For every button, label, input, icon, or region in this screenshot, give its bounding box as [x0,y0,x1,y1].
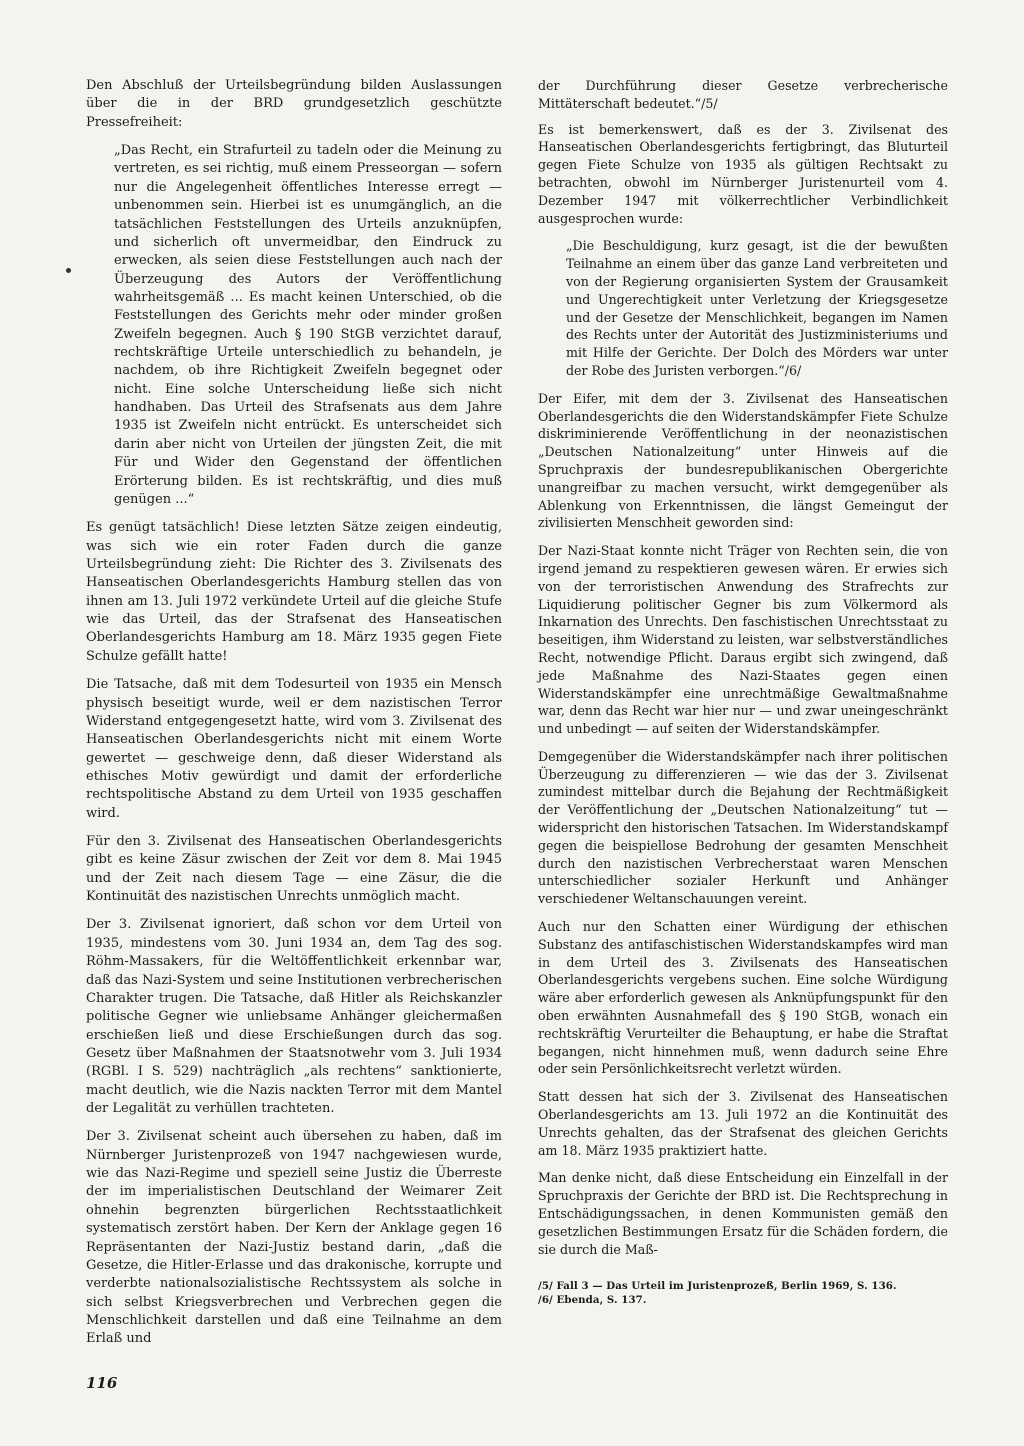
block-quote: „Das Recht, ein Strafurteil zu tadeln oder die Meinung zu vertreten, es sei richtig, muß einem Presseorgan — sofern nur die Angelegenheit öffentliches Interesse erregt — unbenommen sein. Hierbei ist es unumgänglich, an die tatsächlichen Feststellungen des Urteils anzuknüpfen, und sicherlich oft unvermeidbar, den Eindruck zu erwecken, als seien diese Feststellungen auch nach der Überzeugung des Autors der Veröffentlichung wahrheitsgemäß ... Es macht keinen Unterschied, ob die Feststellungen des Gerichts mehr oder minder großen Zweifeln begegnen. Auch § 190 StGB verzichtet darauf, rechtskräftige Urteile unterschiedlich zu behandeln, je nachdem, ob ihre Richtigkeit Zweifeln begegnet oder nicht. Eine solche Unterscheidung ließe sich nicht handhaben. Das Urteil des Strafsenats aus dem Jahre 1935 ist Zweifeln nicht entrückt. Es unterscheidet sich darin aber nicht von Urteilen der jüngsten Zeit, die mit Für und Wider den Gegenstand der öffentlichen Erörterung bilden. Es ist rechtskräftig, und dies muß genügen ...“ [114,143,502,507]
paragraph: Es ist bemerkenswert, daß es der 3. Zivilsenat des Hanseatischen Oberlandesgerichts fertigbringt, das Bluturteil gegen Fiete Schulze von 1935 als gültigen Rechtsakt zu betrachten, obwohl im Nürnberger Juristenurteil vom 4. Dezember 1947 mit völkerrechtlicher Verbindlichkeit ausgesprochen wurde: [538,121,948,226]
paragraph: Der 3. Zivilsenat scheint auch übersehen zu haben, daß im Nürnberger Juristenprozeß von 1947 nachgewiesen wurde, wie das Nazi-Regime und speziell seine Justiz die Überreste der im imperialistischen Deutschland der Weimarer Zeit ohnehin begrenzten bürgerlichen Rechtsstaatlichkeit systematisch zerstört haben. Der Kern der Anklage gegen 16 Repräsentanten der Nazi-Justiz bestand darin, „daß die Gesetze, die Hitler-Erlasse und das drakonische, korrupte und verderbte nationalsozialistische Rechtssystem als solche in sich selbst Kriegsverbrechen und Verbrechen gegen die Menschlichkeit darstellen und daß eine Teilnahme an dem Erlaß und [86,1129,502,1347]
paragraph: Der 3. Zivilsenat ignoriert, daß schon vor dem Urteil von 1935, mindestens vom 30. Juni 1934 an, dem Tag des sog. Röhm-Massakers, für die Weltöffentlichkeit erkennbar war, daß das Nazi-System und seine Institutionen verbrecherischen Charakter trugen. Die Tatsache, daß Hitler als Reichskanzler politische Gegner wie unliebsame Anhänger gleichermaßen erschießen ließ und diese Erschießungen durch das sog. Gesetz über Maßnahmen der Staatsnotwehr vom 3. Juli 1934 (RGBl. I S. 529) nachträglich „als rechtens“ sanktionierte, macht deutlich, wie die Nazis nackten Terror mit dem Mantel der Legalität zu verhüllen trachteten. [86,917,502,1117]
page-number: 116 [86,1374,118,1392]
paragraph: Der Eifer, mit dem der 3. Zivilsenat des Hanseatischen Oberlandesgerichts die den Widerstandskämpfer Fiete Schulze diskriminierende Veröffentlichung in der neonazistischen „Deutschen Nationalzeitung“ unter Hinweis auf die Spruchpraxis der bundesrepublikanischen Obergerichte unangreifbar zu machen versucht, wirkt demgegenüber als Ablenkung von Erkenntnissen, die längst Gemeingut der zivilisierten Menschheit geworden sind: [538,390,948,531]
right-column [538,77,948,1307]
paragraph: Den Abschluß der Urteilsbegründung bilden Auslassungen über die in der BRD grundgesetzlich geschützte Pressefreiheit: [86,78,502,130]
paragraph: Man denke nicht, daß diese Entscheidung ein Einzelfall in der Spruchpraxis der Gerichte der BRD ist. Die Rechtsprechung in Entschädigungssachen, in denen Kommunisten gemäß den gesetzlichen Bestimmungen Ersatz für die Schäden fordern, die sie durch die Maß- [538,1170,948,1257]
footnotes [538,1280,948,1307]
paragraph: Der Nazi-Staat konnte nicht Träger von Rechten sein, die von irgend jemand zu respektieren gewesen wären. Er erwies sich von der terroristischen Anwendung des Strafrechts zur Liquidierung politischer Gegner bis zum Völkermord als Inkarnation des Unrechts. Den faschistischen Unrechtsstaat zu beseitigen, ihm Widerstand zu leisten, war selbstverständliches Recht, notwendige Pflicht. Daraus ergibt sich zwingend, daß jede Maßnahme des Nazi-Staates gegen einen Widerstandskämpfer eine unrechtmäßige Gewaltmaßnahme war, denn das Recht war hier nur — und zwar uneingeschränkt und unbedingt — auf seiten der Widerstandskämpfer. [538,543,948,737]
footnote: /5/ Fall 3 — Das Urteil im Juristenprozeß, Berlin 1969, S. 136. [538,1280,897,1293]
block-quote: „Die Beschuldigung, kurz gesagt, ist die der bewußten Teilnahme an einem über das ganze Land verbreiteten und von der Regierung organisierten System der Grausamkeit und Ungerechtigkeit unter Verletzung der Kriegsgesetze und der Gesetze der Menschlichkeit, begangen im Namen des Rechts unter der Autorität des Justizministeriums und mit Hilfe der Gerichte. Der Dolch des Mörders war unter der Robe des Juristen verborgen.“/6/ [566,238,948,378]
paragraph: Für den 3. Zivilsenat des Hanseatischen Oberlandesgerichts gibt es keine Zäsur zwischen der Zeit vor dem 8. Mai 1945 und der Zeit nach diesem Tage — eine Zäsur, die die Kontinuität des nazistischen Unrechts unmöglich macht. [86,834,502,905]
paragraph: Auch nur den Schatten einer Würdigung der ethischen Substanz des antifaschistischen Widerstandskampfes wird man in dem Urteil des 3. Zivilsenats des Hanseatischen Oberlandesgerichts vergebens suchen. Eine solche Würdigung wäre aber erforderlich gewesen als Anknüpfungspunkt für den oben erwähnten Ausnahmefall des § 190 StGB, wonach ein rechtskräftig Verurteilter die Behauptung, er habe die Straftat begangen, nicht hinnehmen muß, wenn dadurch seine Ehre oder sein Persönlichkeitsrecht verletzt würden. [538,919,948,1077]
paragraph: Die Tatsache, daß mit dem Todesurteil von 1935 ein Mensch physisch beseitigt wurde, weil er dem nazistischen Terror Widerstand entgegengesetzt hatte, wird vom 3. Zivilsenat des Hanseatischen Oberlandesgerichts nicht mit einem Worte gewertet — geschweige denn, daß dieser Widerstand als ethisches Motiv gewürdigt und damit der erforderliche rechtspolitische Abstand zu dem Urteil von 1935 geschaffen wird. [86,677,502,821]
paragraph: der Durchführung dieser Gesetze verbrecherische Mittäterschaft bedeutet.“/5/ [538,78,948,111]
paragraph: Demgegenüber die Widerstandskämpfer nach ihrer politischen Überzeugung zu differenzieren — wie das der 3. Zivilsenat zumindest mittelbar durch die Bejahung der Rechtmäßigkeit der Veröffentlichung der „Deutschen Nationalzeitung“ tut — widerspricht den historischen Tatsachen. Im Widerstandskampf gegen die beispiellose Bedrohung der gesamten Menschheit durch den nazistischen Verbrecherstaat waren Menschen unterschiedlicher sozialer Herkunft und Anhänger verschiedener Weltanschauungen vereint. [538,748,948,907]
margin-dot [66,268,71,273]
paragraph: Statt dessen hat sich der 3. Zivilsenat des Hanseatischen Oberlandesgerichts am 13. Juli 1972 an die Kontinuität des Unrechts gehalten, das der Strafsenat des gleichen Gerichts am 18. März 1935 praktiziert hatte. [538,1089,948,1158]
paragraph: Es genügt tatsächlich! Diese letzten Sätze zeigen eindeutig, was sich wie ein roter Faden durch die ganze Urteilsbegründung zieht: Die Richter des 3. Zivilsenats des Hanseatischen Oberlandesgerichts Hamburg stellen das von ihnen am 13. Juli 1972 verkündete Urteil auf die gleiche Stufe wie das Urteil, das der Strafsenat des Hanseatischen Oberlandesgerichts Hamburg am 18. März 1935 gegen Fiete Schulze gefällt hatte! [86,520,502,664]
footnote: /6/ Ebenda, S. 137. [538,1293,647,1306]
left-column [86,77,502,1359]
